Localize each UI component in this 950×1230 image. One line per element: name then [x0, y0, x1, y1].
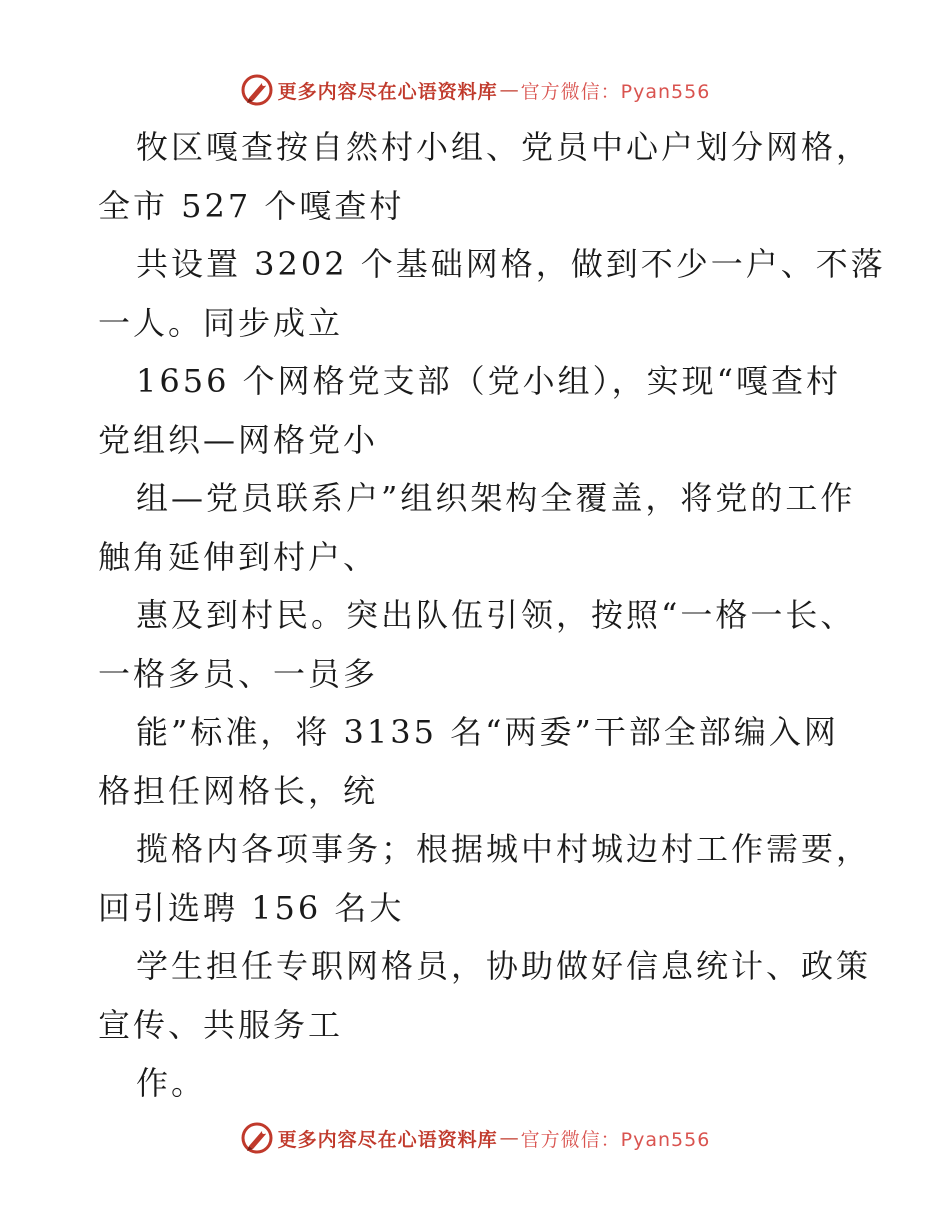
banner-main-text: 更多内容尽在心语资料库 — [277, 1128, 498, 1151]
text-line: 全市 527 个嘎查村 — [98, 186, 405, 225]
banner-main-text: 更多内容尽在心语资料库 — [277, 80, 498, 103]
footer-banner — [0, 1118, 950, 1158]
text-line: 学生担任专职网格员，协助做好信息统计、政策 — [136, 947, 872, 985]
text-line: 1656 个网格党支部（党小组），实现“嘎查村 — [136, 362, 841, 400]
pen-logo-icon — [240, 73, 274, 107]
text-line: 回引选聘 156 名大 — [98, 888, 405, 927]
banner-separator: — — [499, 79, 519, 101]
text-line: 作。 — [136, 1064, 207, 1102]
document-body — [98, 118, 886, 1113]
text-line: 惠及到村民。突出队伍引领，按照“一格一长、 — [136, 596, 856, 634]
banner-separator: — — [499, 1127, 519, 1149]
text-line: 宣传、共服务工 — [98, 1005, 344, 1044]
text-line: 党组织—网格党小 — [98, 420, 379, 459]
text-line: 一格多员、一员多 — [98, 654, 379, 693]
text-line: 组—党员联系户”组织架构全覆盖，将党的工作 — [136, 479, 856, 517]
text-line: 触角延伸到村户、 — [98, 537, 379, 576]
banner-wechat-text: 官方微信：Pyan556 — [520, 1128, 711, 1151]
text-line: 共设置 3202 个基础网格，做到不少一户、不落 — [136, 245, 886, 283]
text-line: 能”标准，将 3135 名“两委”干部全部编入网 — [136, 713, 839, 751]
pen-logo-icon — [240, 1121, 274, 1155]
text-line: 格担任网格长，统 — [98, 771, 379, 810]
header-banner — [0, 70, 950, 110]
text-line: 揽格内各项事务；根据城中村城边村工作需要， — [136, 830, 872, 868]
text-line: 一人。同步成立 — [98, 303, 344, 342]
banner-wechat-text: 官方微信：Pyan556 — [520, 80, 711, 103]
text-line: 牧区嘎查按自然村小组、党员中心户划分网格， — [136, 128, 872, 166]
